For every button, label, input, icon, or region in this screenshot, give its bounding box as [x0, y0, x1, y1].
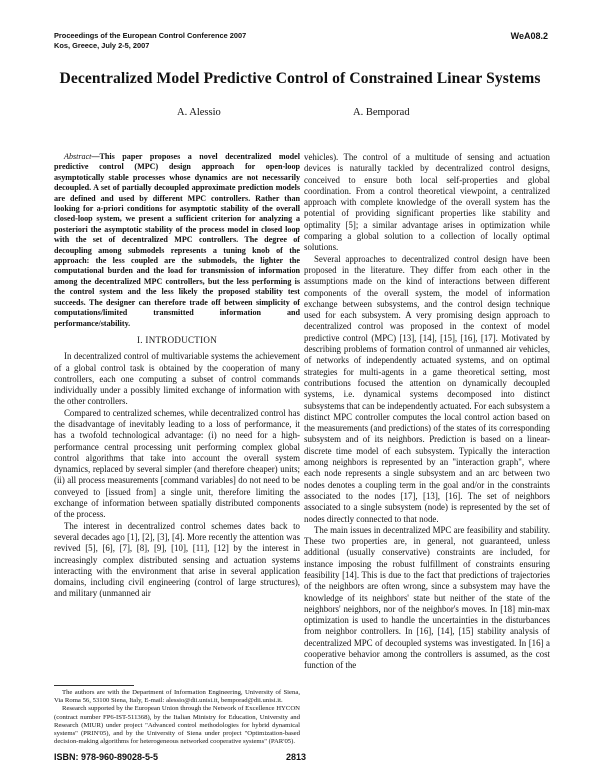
abstract-text: —This paper proposes a novel decentralized model predictive control (MPC) design approach for open-loop asymptotically stable processes whose dynamics are not necessarily decoupled. A set of partially decoupled approximate prediction models are defined and used by different MPC controllers. Rather than looking for a-priori conditions for asymptotic stability of the overall closed-loop system, we present a sufficient criterion for analyzing a posteriori the asymptotic stability of the process model in closed loop with the set of decentralized MPC controllers. The degree of decoupling among submodels represents a tuning knob of the approach: the less coupled are the submodels, the lighter the computational burden and the load for transmission of information among the decentralized MPC controllers, but the less performing is the control system and the less likely the proposed stability test succeeds. The designer can therefore trade off between simplicity of computations/limited transmitted information and performance/stability.: [54, 152, 300, 328]
footnote-rule: [54, 685, 134, 686]
conference-name: Proceedings of the European Control Conference 2007: [54, 31, 247, 40]
abstract-lead: Abstract: [64, 152, 92, 161]
author-1: A. Alessio: [177, 107, 221, 118]
session-code: WeA08.2: [510, 31, 548, 41]
paragraph: In decentralized control of multivariable systems the achievement of a global control task is obtained by the cooperation of many controllers, each one computing a subset of control commands individually under a possibly limited exchange of information with the other controllers.: [54, 351, 300, 407]
left-column: [54, 152, 300, 600]
paragraph: Compared to centralized schemes, while decentralized control has the disadvantage of inevitably leading to a loss of performance, it has a twofold technological advantage: (i) no need for a high-performance central processing unit performing complex global control algorithms that take into account the overall system dynamics, replaced by several simpler (and therefore cheaper) units; (ii) all process measurements [command variables] do not need to be conveyed to [issued from] a single unit, therefore limiting the exchange of information between spatially distributed components of the process.: [54, 407, 300, 520]
paragraph: The interest in decentralized control schemes dates back to several decades ago [1], [2], [3], [4]. More recently the attention was revived [5], [6], [7], [8], [9], [10], [11], [12] by the interest in increasingly complex distributed sensing and actuation systems interacting with the environment that arise in several application domains, including civil engineering (control of large structures), and military (unmanned air: [54, 520, 300, 599]
isbn: ISBN: 978-960-89028-5-5: [54, 752, 159, 762]
conference-location: Kos, Greece, July 2-5, 2007: [54, 41, 150, 50]
paragraph: vehicles). The control of a multitude of sensing and actuation devices is naturally tackled by decentralized control designs, conceived to ensure both local self-properties and global coordination. From a control theoretical viewpoint, a centralized approach with complete knowledge of the overall system has the potential of providing significant properties like stability and optimality [5]; a similar advantage arises in optimization while comparing a global solution to a collection of locally optimal solutions.: [304, 152, 550, 253]
right-column: [304, 152, 550, 672]
footnotes: [54, 689, 300, 746]
footnote: Research supported by the European Union through the Network of Excellence HYCON (contract number FP6-IST-511368), by the Italian Ministry for Education, University and Research (MIUR) under project "Advanced control methodologies for hybrid dynamical systems" (PRIN'05), and by the University of Siena under project "Optimization-based decision-making algorithms for heterogeneous networked cooperative systems" (PAR'05).: [54, 705, 300, 746]
paragraph: Several approaches to decentralized control design have been proposed in the literature. They differ from each other in the assumptions made on the kind of interactions between different components of the overall system, the model of information exchange between subsystems, and the control design technique used for each subsystem. A very promising design approach to decentralized control was proposed in the context of model predictive control (MPC) [13], [14], [15], [16], [17]. Motivated by describing problems of formation control of unmanned air vehicles, of networks of independently actuated systems, and on optimal strategies for multi-agents in a game theoretical setting, most contributions focused the attention on dynamically decoupled systems, i.e. dynamical systems decomposed into distinct subsystems that can be independently actuated. For each subsystem a distinct MPC controller computes the local control action based on the measurements (and predictions) of the states of its corresponding subsystem and of its neighbors. Prediction is based on a linear-discrete time model of each subsystem. Typically the interaction among neighbors is represented by an "interaction graph", where each node represents a single subsystem and an arc between two nodes denotes a coupling term in the goal and/or in the constraints associated to the nodes [17], [13], [16]. The set of neighbors associated to a single subsystem (node) is represented by the set of nodes directly connected to that node.: [304, 253, 550, 524]
author-2: A. Bemporad: [353, 107, 410, 118]
section-heading: I. INTRODUCTION: [137, 334, 217, 345]
abstract: [54, 152, 300, 329]
paper-title: Decentralized Model Predictive Control of Constrained Linear Systems: [59, 70, 541, 87]
conference-header: [54, 31, 246, 51]
footnote: The authors are with the Department of Information Engineering, University of Siena, Via Roma 56, 53100 Siena, Italy, E-mail: alessio@dii.unisi.it, bemporad@dii.unisi.it.: [54, 689, 300, 705]
paragraph: The main issues in decentralized MPC are feasibility and stability. These two properties are, in general, not guaranteed, unless additional (usually conservative) constraints are included, for instance imposing the robust fulfillment of constraints ensuring feasibility [14]. This is due to the fact that predictions of trajectories of the neighbors are often wrong, since a subsystem may have the knowledge of its neighbors' state but neither of the state of the neighbors' neighbors, nor of the neighbor's moves. In [18] min-max optimization is used to handle the uncertainties in the disturbances from neighbor controllers. In [16], [14], [15] stability analysis of decentralized MPC of decoupled systems was investigated. In [16] a cooperative behavior among the controllers is assumed, as the cost function of the: [304, 524, 550, 671]
page-number: 2813: [286, 752, 307, 762]
